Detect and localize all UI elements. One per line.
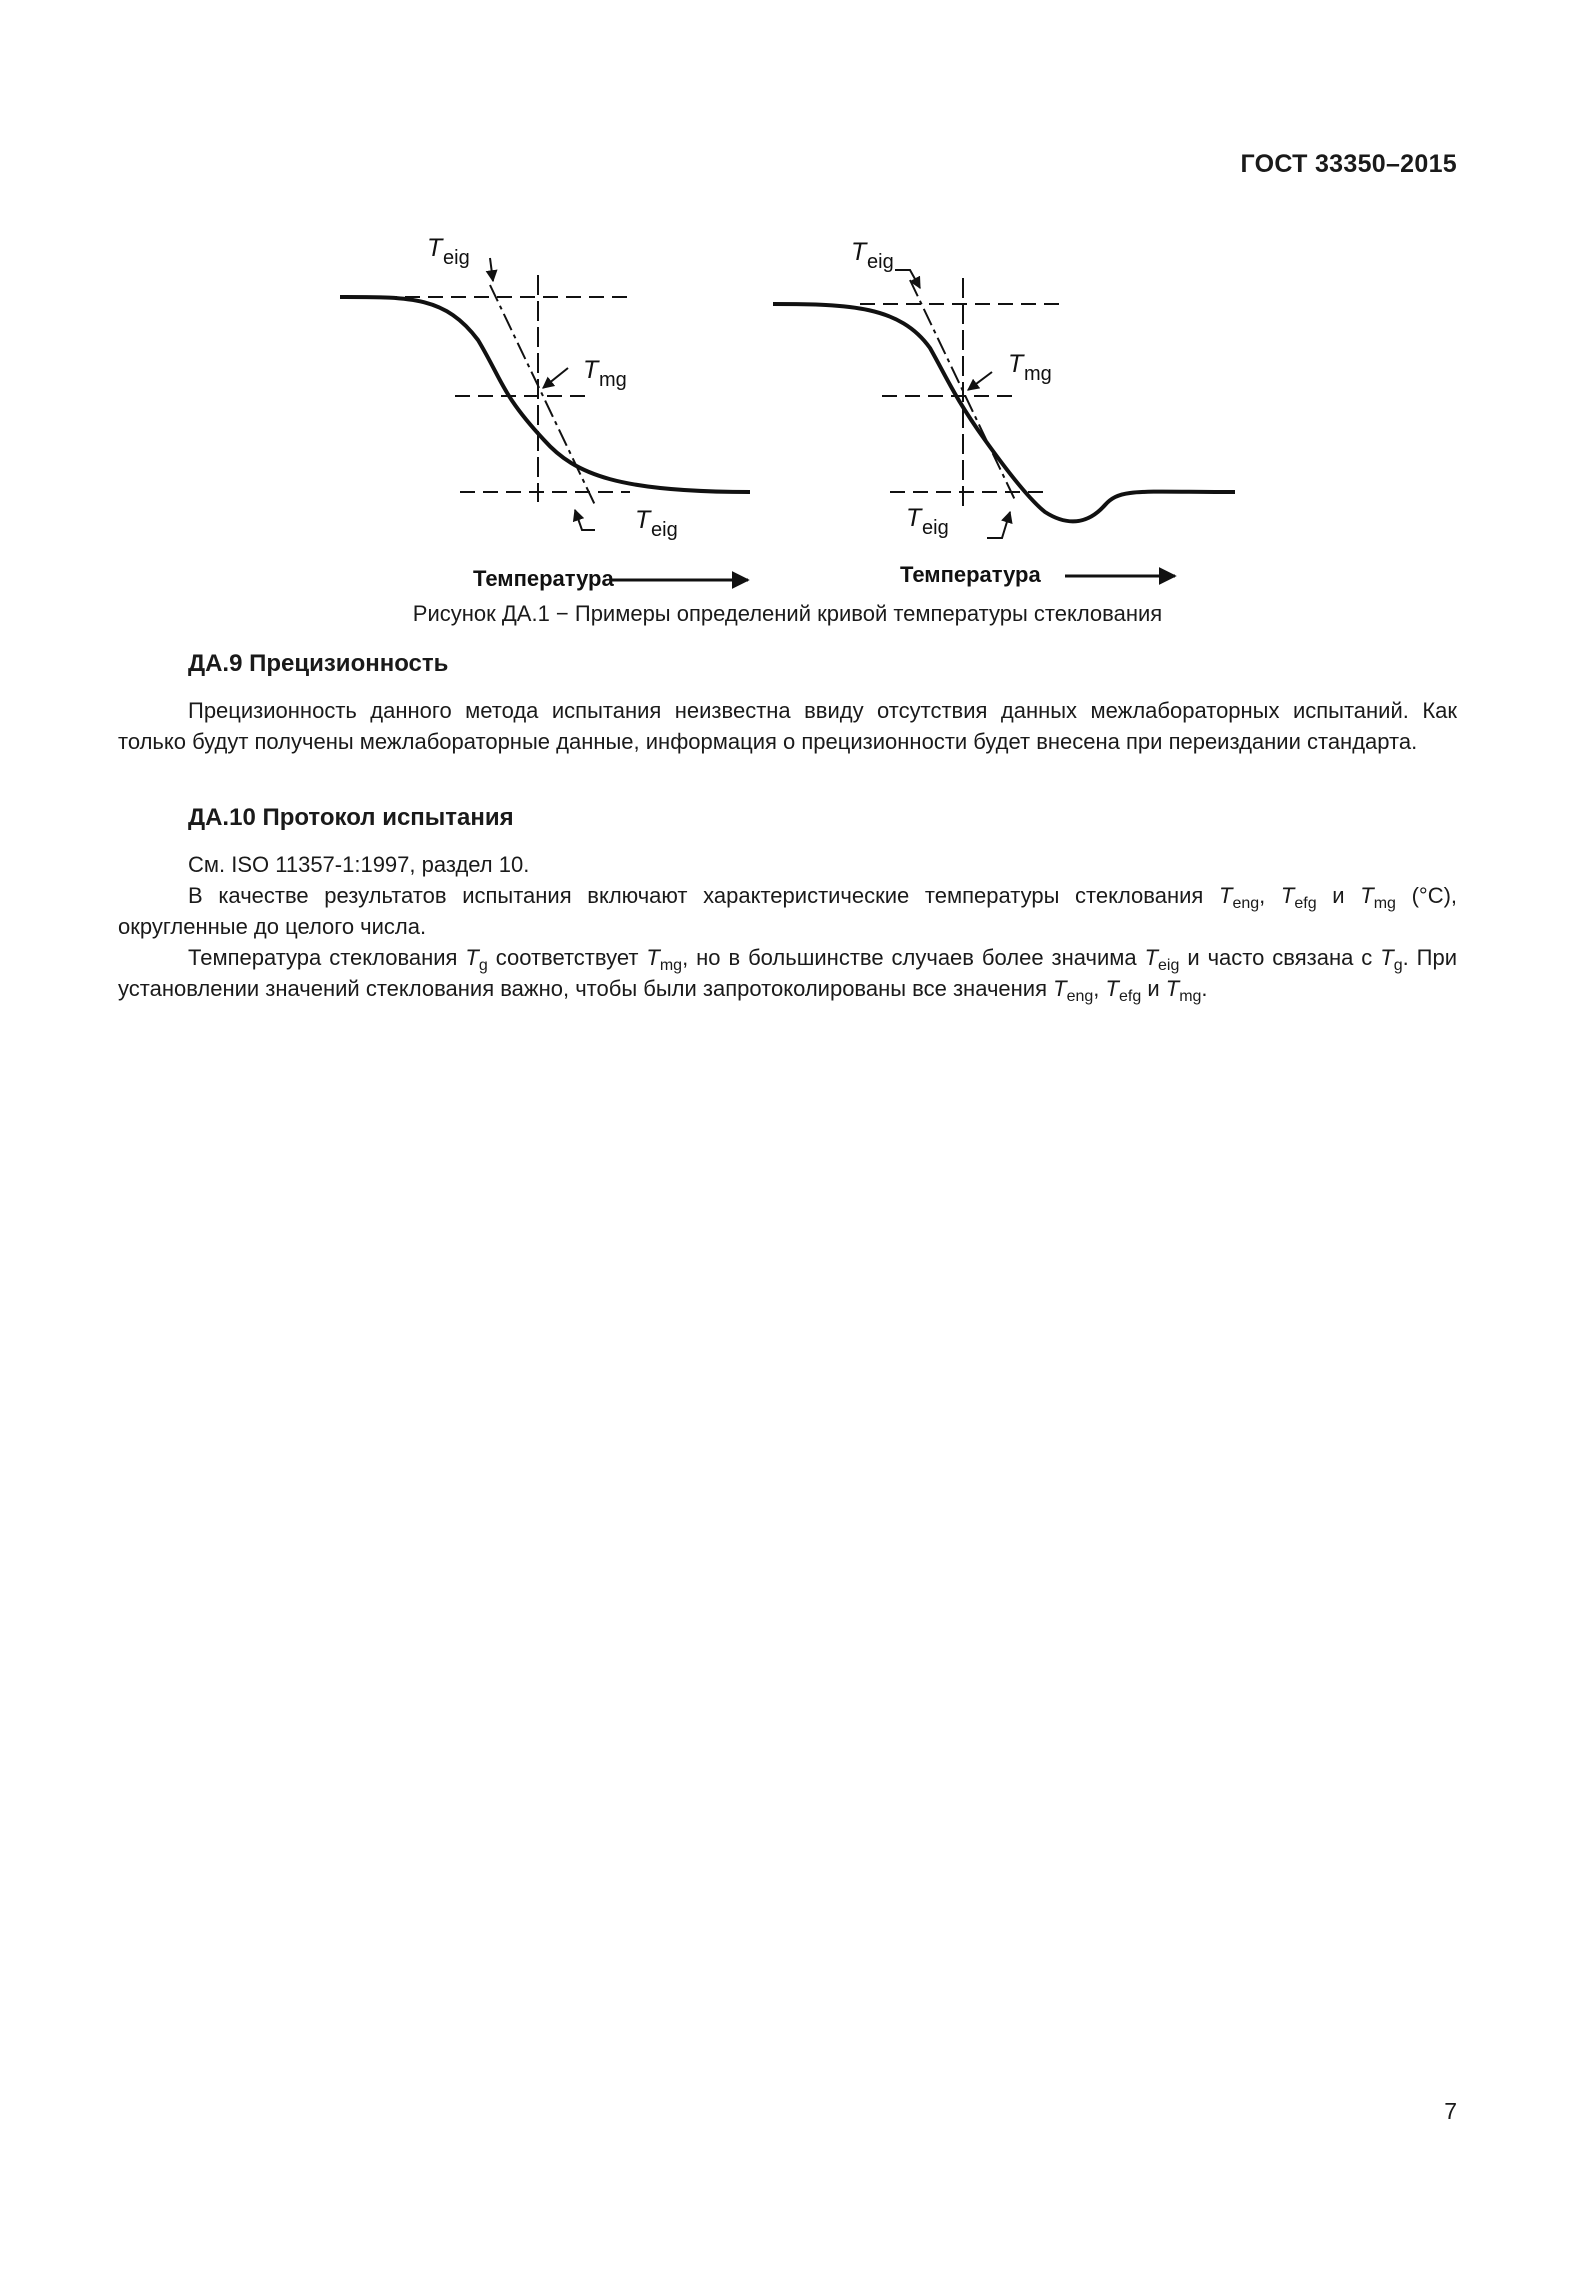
right-arrow-eig-top [895, 270, 920, 288]
figure-caption: Рисунок ДА.1 − Примеры определений кривой температуры стеклования [412, 601, 1163, 626]
left-arrow-eig-top [490, 258, 493, 281]
left-panel [340, 234, 750, 591]
left-label-bottom-symbol: T [635, 506, 651, 534]
report-paragraph-3: Температура стеклования $T_g$ соответствует $T_{mg}$, но в большинстве случаев более значима $T_{eig}$ и часто связана с $T_g$. При установлении значений стеклования важно, чтобы были запротоколированы все значения $T_{eng}$, $T_{efg}$ и $T_{mg}$. [118, 945, 1457, 1005]
right-label-mid-sub: mg [1024, 363, 1052, 385]
left-label-top-symbol: T [427, 234, 443, 262]
right-label-top-sub: eig [867, 251, 894, 273]
report-paragraph-2: В качестве результатов испытания включают характеристические температуры стеклования $T_{eng}$, $T_{efg}$ и $T_{mg}$ (°C), округленные до целого числа. [118, 883, 1458, 939]
right-label-bottom-symbol: T [906, 504, 922, 532]
standard-number: ГОСТ 33350–2015 [1240, 150, 1457, 178]
glass-transition-figure [330, 230, 1250, 600]
section-heading-precision: ДА.9 Прецизионность [188, 650, 449, 677]
page-number: 7 [1444, 2098, 1457, 2124]
right-curve [773, 304, 1235, 521]
right-label-bottom-sub: eig [922, 517, 949, 539]
left-curve [340, 297, 750, 492]
left-arrow-eig-bottom [575, 510, 595, 530]
right-arrow-mg [968, 372, 992, 390]
figure-drawing [330, 230, 1250, 600]
right-panel [773, 238, 1235, 587]
section-heading-report: ДА.10 Протокол испытания [188, 804, 514, 831]
left-label-mid-symbol: T [583, 356, 599, 384]
left-arrow-mg [543, 368, 568, 388]
left-axis-label: Температура [473, 566, 614, 591]
left-label-mid-sub: mg [599, 369, 627, 391]
right-label-mid-symbol: T [1008, 350, 1024, 378]
precision-paragraph: Прецизионность данного метода испытания неизвестна ввиду отсутствия данных межлабораторных испытаний. Как только будут получены межлабораторные данные, информация о прецизионности будет внесена при переиздании стандарта. [118, 698, 1457, 754]
report-paragraph-1: См. ISO 11357-1:1997, раздел 10. [188, 852, 530, 877]
left-label-top-sub: eig [443, 247, 470, 269]
right-axis-label: Температура [900, 562, 1041, 587]
right-arrow-eig-bottom [987, 512, 1010, 538]
left-label-bottom-sub: eig [651, 519, 678, 541]
right-label-top-symbol: T [851, 238, 867, 266]
